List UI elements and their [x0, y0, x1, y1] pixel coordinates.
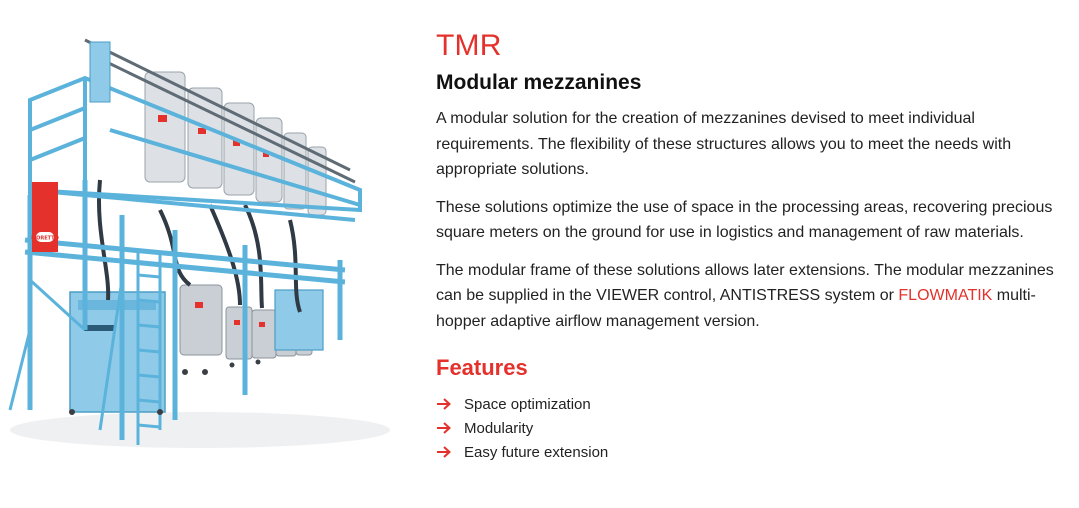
list-item [436, 392, 1066, 416]
description-paragraph-2: These solutions optimize the use of space in the processing areas, recovering precious square meters on the ground for use in logistics and management of raw materials. [436, 198, 1053, 241]
features-list [436, 392, 1066, 464]
product-details [436, 28, 1066, 464]
arrow-right-icon [436, 445, 454, 459]
description-paragraph-1: A modular solution for the creation of mezzanines devised to meet individual requirements. The flexibility of these structures allows you to meet the needs with appropriate solutions. [436, 110, 1012, 178]
svg-text:MORETTO: MORETTO [31, 235, 59, 242]
mezzanine-illustration [0, 0, 420, 508]
feature-label: Easy future extension [464, 443, 609, 461]
description-paragraph-3 [436, 258, 1066, 335]
list-item [436, 416, 1066, 440]
product-title: TMR [436, 29, 502, 62]
arrow-right-icon [436, 421, 454, 435]
product-subtitle: Modular mezzanines [436, 71, 642, 94]
features-heading: Features [436, 355, 528, 380]
product-image [0, 0, 420, 508]
feature-label: Modularity [464, 419, 534, 437]
arrow-right-icon [436, 397, 454, 411]
description-text: The modular frame of these solutions allows later extensions. The modular mezzanines can be supplied in the VIEWER control, ANTISTRESS system or [436, 261, 1054, 304]
description-text: multi-hopper adaptive airflow management version. [436, 287, 1036, 330]
list-item [436, 440, 1066, 464]
flowmatik-link[interactable]: FLOWMATIK [898, 287, 993, 304]
feature-label: Space optimization [464, 395, 591, 413]
